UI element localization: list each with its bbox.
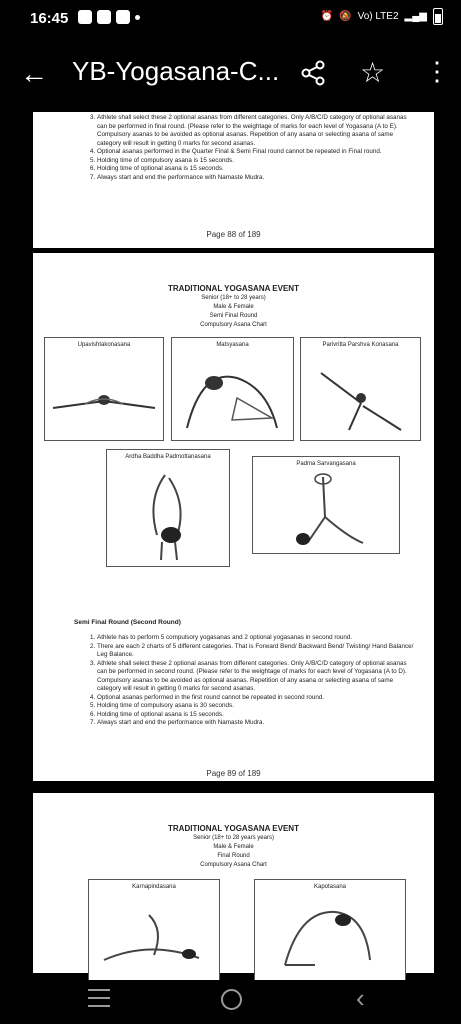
page-number: Page 89 of 189 xyxy=(206,769,261,778)
event-title: TRADITIONAL YOGASANA EVENT xyxy=(168,824,299,833)
page-number: Page 88 of 189 xyxy=(206,230,261,239)
karnapindasana-figure xyxy=(89,880,219,980)
rule-item: 7. Always start and end the performance with Namaste Mudra. xyxy=(97,719,414,728)
more-notifications-icon xyxy=(135,15,140,20)
asana-box-matsyasana xyxy=(171,337,294,441)
status-bar xyxy=(0,0,461,40)
asana-box-upavishtakonasana xyxy=(44,337,164,441)
asana-name: Matsyasana xyxy=(216,342,249,348)
system-nav-bar xyxy=(0,973,461,1024)
semi-final-rules xyxy=(33,634,434,728)
round-name: Final Round xyxy=(217,853,250,859)
section-title: Semi Final Round (Second Round) xyxy=(74,619,181,626)
asana-name: Ardha Baddha Padmottanasana xyxy=(125,454,211,460)
rule-item: 5. Holding time of compulsory asana is 30 seconds. xyxy=(97,702,414,711)
final-round-rules xyxy=(33,112,434,182)
notification-icons xyxy=(78,10,140,24)
asana-name: Parivritta Parshva Konasana xyxy=(322,342,399,348)
chart-header xyxy=(33,284,434,330)
rule-item: 5. Holding time of compulsory asana is 15 seconds. xyxy=(97,157,414,166)
more-options-icon[interactable]: ⋮ xyxy=(424,56,450,86)
ardha-baddha-padmottanasana-figure xyxy=(107,450,229,566)
star-icon[interactable]: ☆ xyxy=(360,57,386,88)
rule-item: 7. Always start and end the performance with Namaste Mudra. xyxy=(97,174,414,183)
home-icon[interactable] xyxy=(221,989,242,1010)
document-title: YB-Yogasana-C... xyxy=(72,56,280,86)
pdf-page-90 xyxy=(33,793,434,973)
kapotasana-figure xyxy=(255,880,405,980)
asana-name: Kapotasana xyxy=(313,884,347,890)
share-icon[interactable] xyxy=(300,60,326,86)
chart-header xyxy=(33,824,434,870)
event-title: TRADITIONAL YOGASANA EVENT xyxy=(168,284,299,293)
mute-icon: 🔕 xyxy=(339,11,352,22)
signal-icon: ▂▄▆ xyxy=(404,11,427,22)
rule-item: 3. Athlete shall select these 2 optional asanas from different categories. Only A/B/C/D category of optional asanas can be performed in second round. (Please refer to the weightage of marks for each level of Yogasana (A to D). Compulsory asanas to be avoided as optional asanas. Repetition of any asana or selecting asana of same category will result in getting 0 marks for second asanas. xyxy=(97,660,414,694)
system-icons xyxy=(321,8,443,25)
asana-box-padma-sarvangasana xyxy=(252,456,400,554)
age-group: Senior (18+ to 28 years) xyxy=(201,295,266,301)
recent-apps-icon[interactable] xyxy=(88,989,110,1007)
chart-name: Compulsory Asana Chart xyxy=(200,862,267,868)
rule-item: 4. Optional asanas performed in the first round cannot be repeated in second round. xyxy=(97,694,414,703)
youtube-icon xyxy=(116,10,130,24)
pdf-page-89 xyxy=(33,253,434,781)
back-arrow-icon[interactable]: ← xyxy=(20,58,48,89)
parivritta-parshva-konasana-figure xyxy=(301,338,420,440)
age-group: Senior (18+ to 28 years years) xyxy=(193,835,274,841)
asana-box-parivritta-parshva-konasana xyxy=(300,337,421,441)
upavishtakonasana-figure xyxy=(45,338,163,440)
gender: Male & Female xyxy=(213,304,254,310)
asana-name: Padma Sarvangasana xyxy=(296,461,356,467)
app-icon xyxy=(97,10,111,24)
rule-item: 6. Holding time of optional asana is 15 seconds. xyxy=(97,165,414,174)
gender: Male & Female xyxy=(213,844,254,850)
asana-name: Karnapindasana xyxy=(132,884,176,890)
snapchat-icon xyxy=(78,10,92,24)
matsyasana-figure xyxy=(172,338,293,440)
rule-item: 6. Holding time of optional asana is 15 seconds. xyxy=(97,711,414,720)
asana-box-ardha-baddha-padmottanasana xyxy=(106,449,230,567)
round-name: Semi Final Round xyxy=(209,313,258,319)
asana-name: Upavishtakonasana xyxy=(77,342,131,348)
asana-box-kapotasana xyxy=(254,879,406,980)
padma-sarvangasana-figure xyxy=(253,457,399,553)
pdf-page-88 xyxy=(33,112,434,248)
alarm-icon: ⏰ xyxy=(320,11,334,22)
rule-item: 4. Optional asanas performed in the Quarter Final & Semi Final round cannot be repeated in Final round. xyxy=(97,148,414,157)
status-time: 16:45 xyxy=(30,10,69,27)
back-nav-icon[interactable]: ‹ xyxy=(356,983,365,1013)
chart-name: Compulsory Asana Chart xyxy=(200,322,267,328)
battery-icon xyxy=(433,8,443,25)
rule-item: 1. Athlete has to perform 5 compulsory yogasanas and 2 optional yogasanas in second round. xyxy=(97,634,414,643)
rule-item: 2. There are each 2 charts of 5 different categories. That is Forward Bend/ Backward Bend/ Twisting/ Hand Balance/ Leg Balance. xyxy=(97,643,414,660)
network-label: Vo) LTE2 xyxy=(357,11,399,22)
rule-item: 3. Athlete shall select these 2 optional asanas from different categories. Only A/B/C/D category of optional asanas can be performed in final round. (Please refer to the weightage of marks for each level of Yogasana (A to E). Compulsory asanas to be avoided as optional asanas. Repetition of any asana or selecting asana of same category will result in getting 0 marks for second asanas. xyxy=(97,114,414,148)
app-bar xyxy=(0,40,461,112)
asana-box-karnapindasana xyxy=(88,879,220,980)
